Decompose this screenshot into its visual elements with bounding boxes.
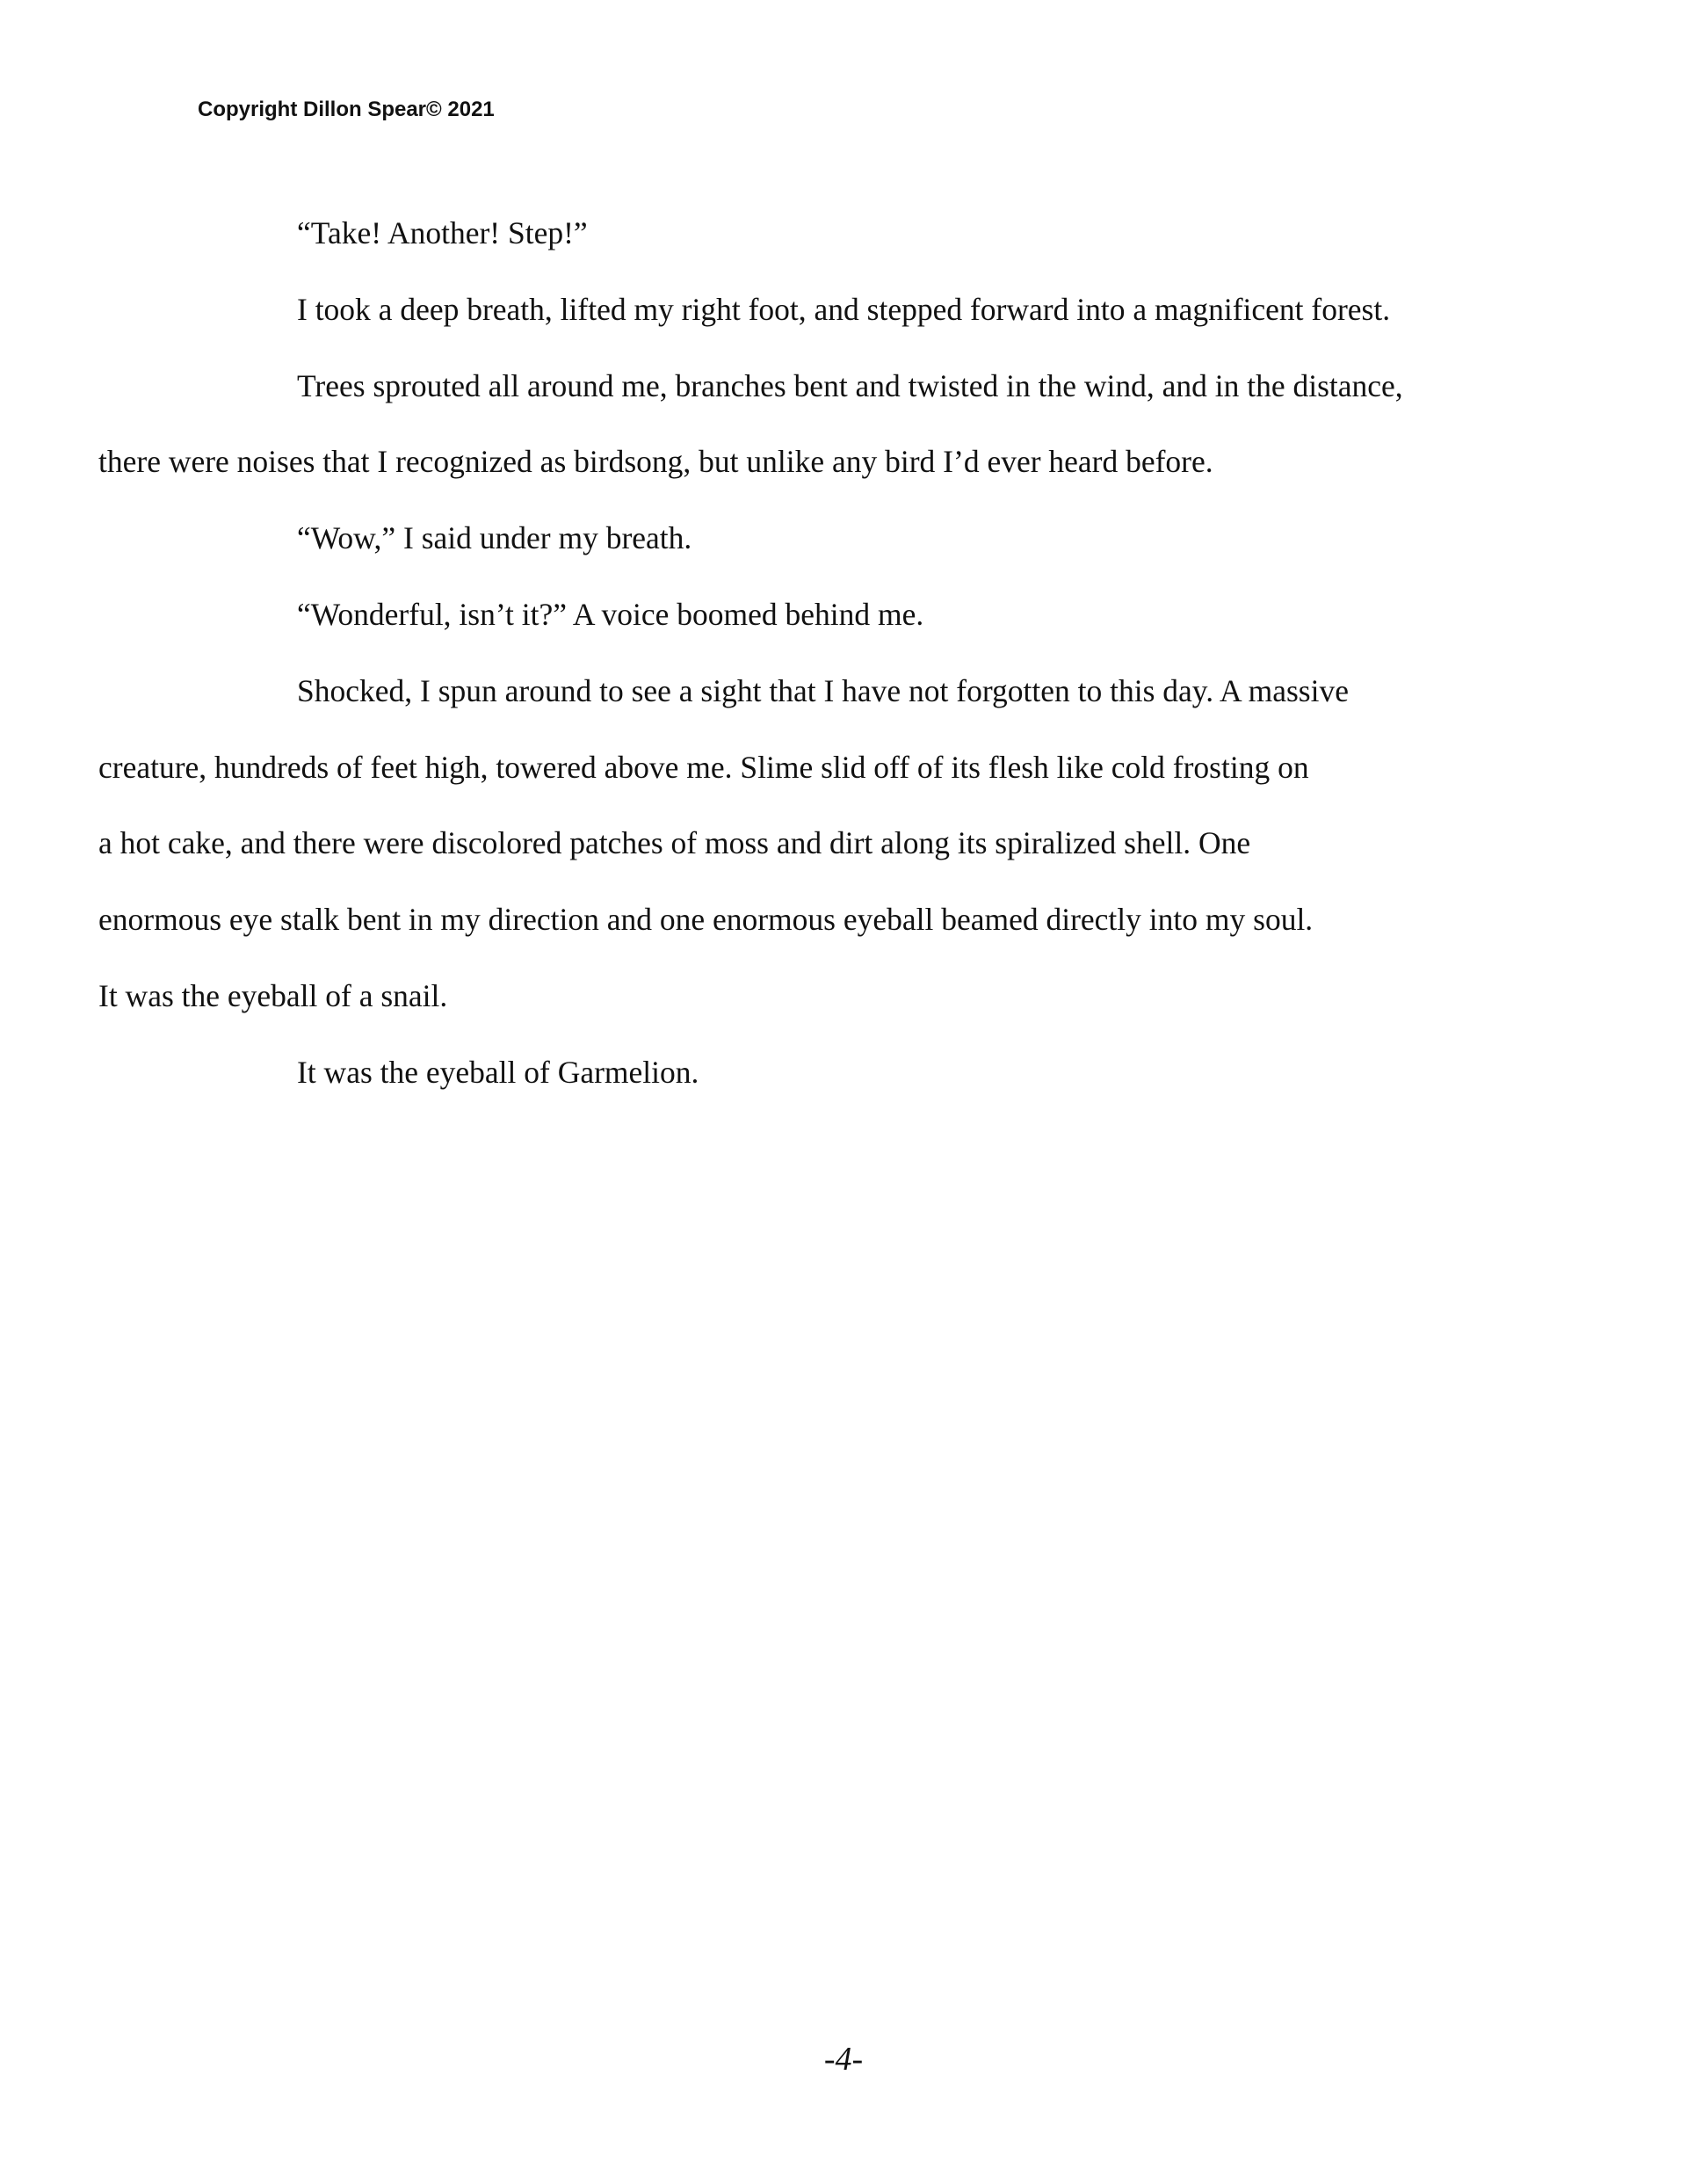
paragraph-line: “Wow,” I said under my breath.: [297, 520, 692, 556]
paragraph-line: It was the eyeball of a snail.: [98, 977, 448, 1013]
paragraph-line: a hot cake, and there were discolored patches of moss and dirt along its spiralized shell. One: [98, 825, 1251, 861]
paragraph-line: there were noises that I recognized as birdsong, but unlike any bird I’d ever heard before.: [98, 444, 1213, 480]
paragraph-line: enormous eye stalk bent in my direction and one enormous eyeball beamed directly into my soul.: [98, 902, 1314, 938]
page-number: -4-: [823, 2041, 864, 2078]
paragraph-line: Trees sprouted all around me, branches bent and twisted in the wind, and in the distance,: [297, 367, 1403, 403]
paragraph: [198, 195, 1489, 272]
copyright-header: Copyright Dillon Spear© 2021: [198, 98, 495, 121]
paragraph: [198, 577, 1489, 653]
paragraph: [98, 653, 1489, 1034]
paragraph-line: It was the eyeball of Garmelion.: [297, 1054, 699, 1090]
paragraph: [198, 1034, 1489, 1111]
paragraph-line: Shocked, I spun around to see a sight that I have not forgotten to this day. A massive: [297, 672, 1349, 708]
story-body: [98, 195, 1489, 1111]
paragraph-line: creature, hundreds of feet high, towered above me. Slime slid off of its flesh like cold frosting on: [98, 749, 1309, 785]
paragraph: [198, 272, 1489, 348]
paragraph-line: I took a deep breath, lifted my right foot, and stepped forward into a magnificent forest.: [297, 291, 1391, 327]
paragraph-line: “Take! Another! Step!”: [297, 215, 588, 250]
paragraph: [98, 348, 1489, 501]
paragraph-line: “Wonderful, isn’t it?” A voice boomed behind me.: [297, 596, 924, 632]
paragraph: [198, 500, 1489, 577]
